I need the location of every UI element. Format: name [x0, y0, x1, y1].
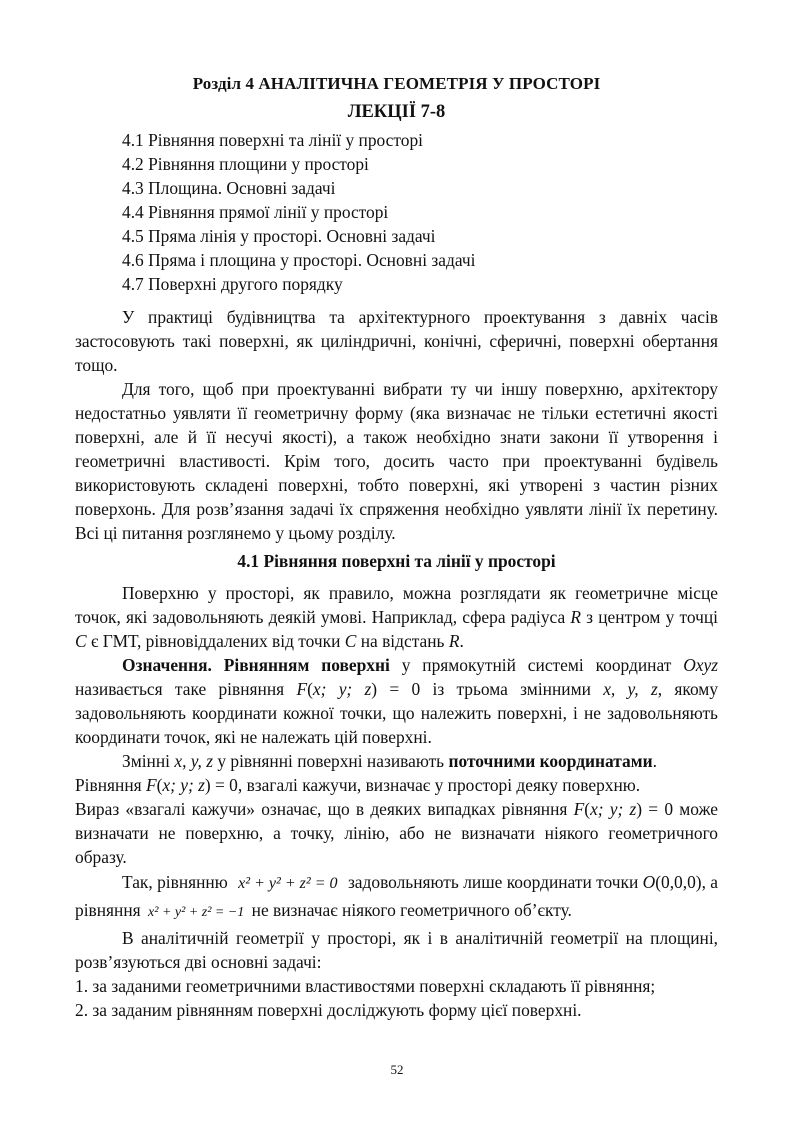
chapter-title: Розділ 4 АНАЛІТИЧНА ГЕОМЕТРІЯ У ПРОСТОРІ — [192, 74, 601, 93]
formula-sphere-negative: x² + y² + z² = −1 — [148, 905, 245, 920]
toc-item: 4.4 Рівняння прямої лінії у просторі — [122, 202, 389, 222]
intro-paragraph: Для того, щоб при проектуванні вибрати ту чи іншу поверхню, архітектору недостатньо уявляти її геометричну форму (яка визначає не тільки естетичні якості поверхні, але й її несучі якості), а також необхідно знати закони її утворення і геометричні властивості. Крім того, досить часто при проектуванні будівель використовують складені поверхні, тобто поверхні, які утворені з частин різних поверхонь. Для розв’язання задачі їх спряження необхідно уявляти лінії їх перетину. Всі ці питання розглянемо у цьому розділу. — [75, 379, 718, 543]
toc-item: 4.6 Пряма і площина у просторі. Основні задачі — [122, 250, 476, 270]
document-page — [75, 72, 718, 1022]
toc-item: 4.1 Рівняння поверхні та лінії у просторі — [122, 130, 423, 150]
definition-paragraph: Означення. Рівнянням поверхні у прямокутній системі координат Oxyz називається таке рівняння F(x; y; z) = 0 із трьома змінними x, y, z, якому задовольняють координати кожної точки, що належить поверхні, і не задовольняють координати точок, які не належать цій поверхні. — [75, 655, 719, 747]
toc-item: 4.5 Пряма лінія у просторі. Основні задачі — [122, 226, 436, 246]
formula-sphere-zero: x² + y² + z² = 0 — [238, 875, 338, 892]
toc-item: 4.3 Площина. Основні задачі — [122, 178, 336, 198]
toc-item: 4.7 Поверхні другого порядку — [122, 274, 343, 294]
section-title: 4.1 Рівняння поверхні та лінії у просторі — [237, 551, 556, 571]
table-of-contents — [122, 128, 718, 296]
variables-paragraph: Змінні x, y, z у рівнянні поверхні називають поточними координатами. — [122, 751, 657, 771]
equation-paragraph: Рівняння F(x; y; z) = 0, взагалі кажучи, визначає у просторі деяку поверхню. — [75, 775, 641, 795]
page-number: 52 — [390, 1062, 404, 1077]
tasks-intro-paragraph: В аналітичній геометрії у просторі, як і в аналітичній геометрії на площині, розв’язуються дві основні задачі: — [75, 928, 718, 972]
example-paragraph: Так, рівнянню x² + y² + z² = 0 задовольняють лише координати точки O(0,0,0), а рівняння x² + y² + z² = −1 не визначає ніякого геометричного об’єкту. — [75, 872, 719, 920]
task-item: 2. за заданим рівнянням поверхні досліджують форму цієї поверхні. — [75, 1000, 582, 1020]
lectures-title: ЛЕКЦІЇ 7-8 — [347, 102, 446, 122]
intro-paragraph: У практиці будівництва та архітектурного проектування з давніх часів застосовують такі поверхні, як циліндричні, конічні, сферичні, поверхні обертання тощо. — [75, 307, 718, 375]
toc-item: 4.2 Рівняння площини у просторі — [122, 154, 369, 174]
expression-paragraph: Вираз «взагалі кажучи» означає, що в деяких випадках рівняння F(x; y; z) = 0 може визначати не поверхню, а точку, лінію, або не визначати ніякого геометричного образу. — [75, 799, 719, 867]
task-item: 1. за заданими геометричними властивостями поверхні складають її рівняння; — [75, 976, 656, 996]
sphere-paragraph: Поверхню у просторі, як правило, можна розглядати як геометричне місце точок, які задовольняють деякій умові. Наприклад, сфера радіуса R з центром у точці C є ГМТ, рівновіддалених від точки C на відстань R. — [75, 583, 718, 651]
